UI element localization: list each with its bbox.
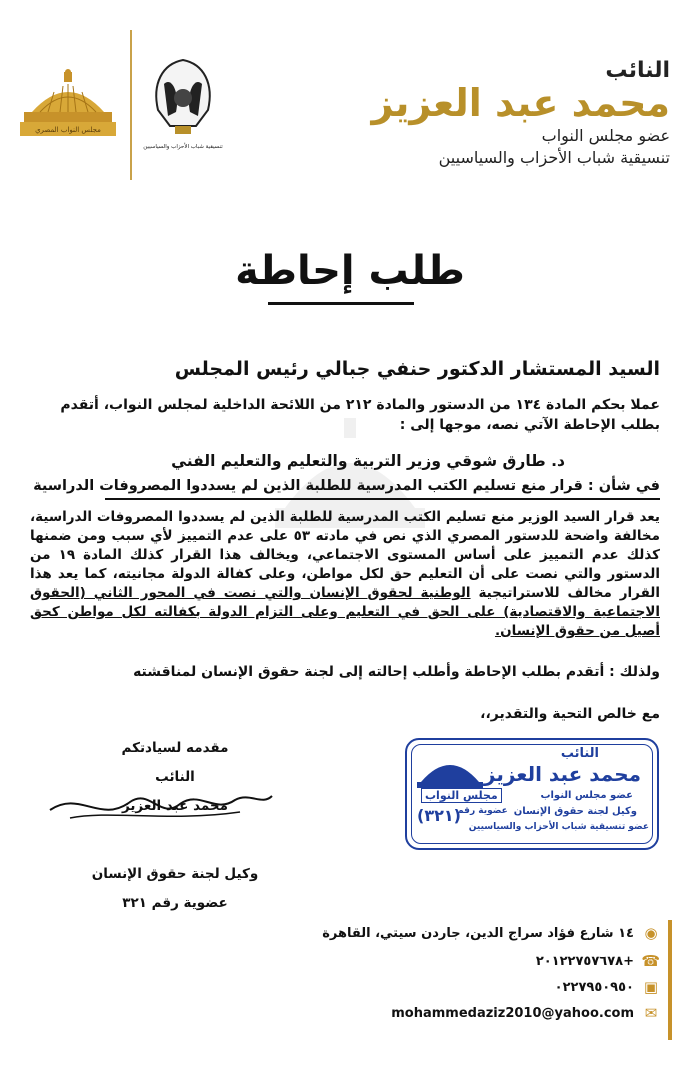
parliament-logo-caption: مجلس النواب المصري xyxy=(35,126,101,134)
location-icon: ◉ xyxy=(644,924,658,942)
signature-block xyxy=(60,740,290,924)
title-underline xyxy=(268,302,414,305)
subject-line: في شأن : قرار منع تسليم الكتب المدرسية للطلبة الذين لم يسددوا المصروفات الدراسية xyxy=(33,478,660,494)
body-paragraph-part-2: الوطنية لحقوق الإنسان والتي نصت في المحور الثاني (الحقوق الاجتماعية والاقتصادية) على الحق في التعليم وعلى التزام الدولة بكفالته لكل مواطن كحق أصيل من حقوق الإنسان. xyxy=(30,585,660,639)
closing-request: ولذلك : أتقدم بطلب الإحاطة وأطلب إحالته إلى لجنة حقوق الإنسان لمناقشته xyxy=(133,664,660,680)
stamp-line-1: عضو مجلس النواب xyxy=(540,790,633,801)
signature-committee: وكيل لجنة حقوق الإنسان xyxy=(91,866,259,882)
signature-membership: عضوية رقم ٣٢١ xyxy=(122,895,228,911)
document-title: طلب إحاطة xyxy=(235,248,465,294)
contact-address: ◉ ١٤ شارع فؤاد سراج الدين، جاردن سيتي، القاهرة xyxy=(322,924,660,942)
intro-text: عملا بحكم المادة ١٣٤ من الدستور والمادة ٢١٢ من اللائحة الداخلية لمجلس النواب، أتقدم بطلب الإحاطة الآتي نصه، موجها إلى : xyxy=(60,397,660,433)
contact-email: ✉ mohammedaziz2010@yahoo.com xyxy=(391,1004,660,1022)
body-paragraph xyxy=(30,508,660,641)
stamp-dome-icon xyxy=(415,746,485,790)
contact-mobile: ☎ +٢٠١٢٢٧٥٧٦٧٨ xyxy=(535,952,660,970)
signature-name: محمد عبد العزيز xyxy=(121,798,229,814)
youth-coordination-logo-icon xyxy=(142,54,224,154)
youth-logo-caption: تنسيقية شباب الأحزاب والسياسيين xyxy=(143,144,223,150)
addressee: السيد المستشار الدكتور حنفي جبالي رئيس المجلس xyxy=(174,358,660,380)
signature-role: النائب xyxy=(155,769,195,785)
stamp-name: محمد عبد العزيز xyxy=(483,762,641,786)
stamp-seal-text: مجلس النواب xyxy=(421,788,502,803)
header-divider xyxy=(130,30,132,180)
parliament-logo-icon xyxy=(18,68,118,140)
official-stamp xyxy=(405,738,659,850)
email-icon: ✉ xyxy=(644,1004,658,1022)
header-info xyxy=(370,58,670,169)
contact-phone: ▣ ٠٢٢٧٩٥٠٩٥٠ xyxy=(554,978,659,996)
recipient: د. طارق شوقي وزير التربية والتعليم والتعليم الفني xyxy=(171,452,565,470)
signature-presented: مقدمه لسيادتكم xyxy=(121,740,229,756)
stamp-membership-number: (٣٢١) xyxy=(417,806,461,825)
footer-accent-bar xyxy=(668,920,672,1040)
subject-underline xyxy=(105,498,660,500)
header-name: محمد عبد العزيز xyxy=(371,81,670,125)
telephone-icon: ▣ xyxy=(643,978,659,996)
stamp-line-2: وكيل لجنة حقوق الإنسان xyxy=(513,806,637,817)
phone-icon: ☎ xyxy=(641,952,660,970)
header-title: النائب xyxy=(605,58,670,83)
header-line-2: تنسيقية شباب الأحزاب والسياسيين xyxy=(438,148,670,167)
stamp-membership-label: عضوية رقم xyxy=(457,806,508,816)
stamp-title: النائب xyxy=(560,746,599,761)
stamp-line-3: عضو تنسيقية شباب الأحزاب والسياسيين xyxy=(468,822,649,832)
header-line-1: عضو مجلس النواب xyxy=(541,126,670,145)
closing-greeting: مع خالص التحية والتقدير،، xyxy=(480,706,660,722)
handwritten-signature-icon xyxy=(40,780,280,828)
body-paragraph-part-1: يعد قرار السيد الوزير منع تسليم الكتب المدرسية للطلبة الذين لم يسددوا المصروفات الدراسية، مخالفة واضحة للدستور المصري الذي نص في مادته ٥٣ على عدم التمييز لأي سبب ومن ضمنها كذلك عدم التمييز على أساس المستوى الاجتماعي، ويخالف هذا القرار كذلك المادة ١٩ من الدستور والتي نصت على أن التعليم حق لكل مواطن، وعلى كفالة الدولة مجانيته، كما يعد هذا القرار مخالف للاستراتيجية xyxy=(30,509,660,601)
